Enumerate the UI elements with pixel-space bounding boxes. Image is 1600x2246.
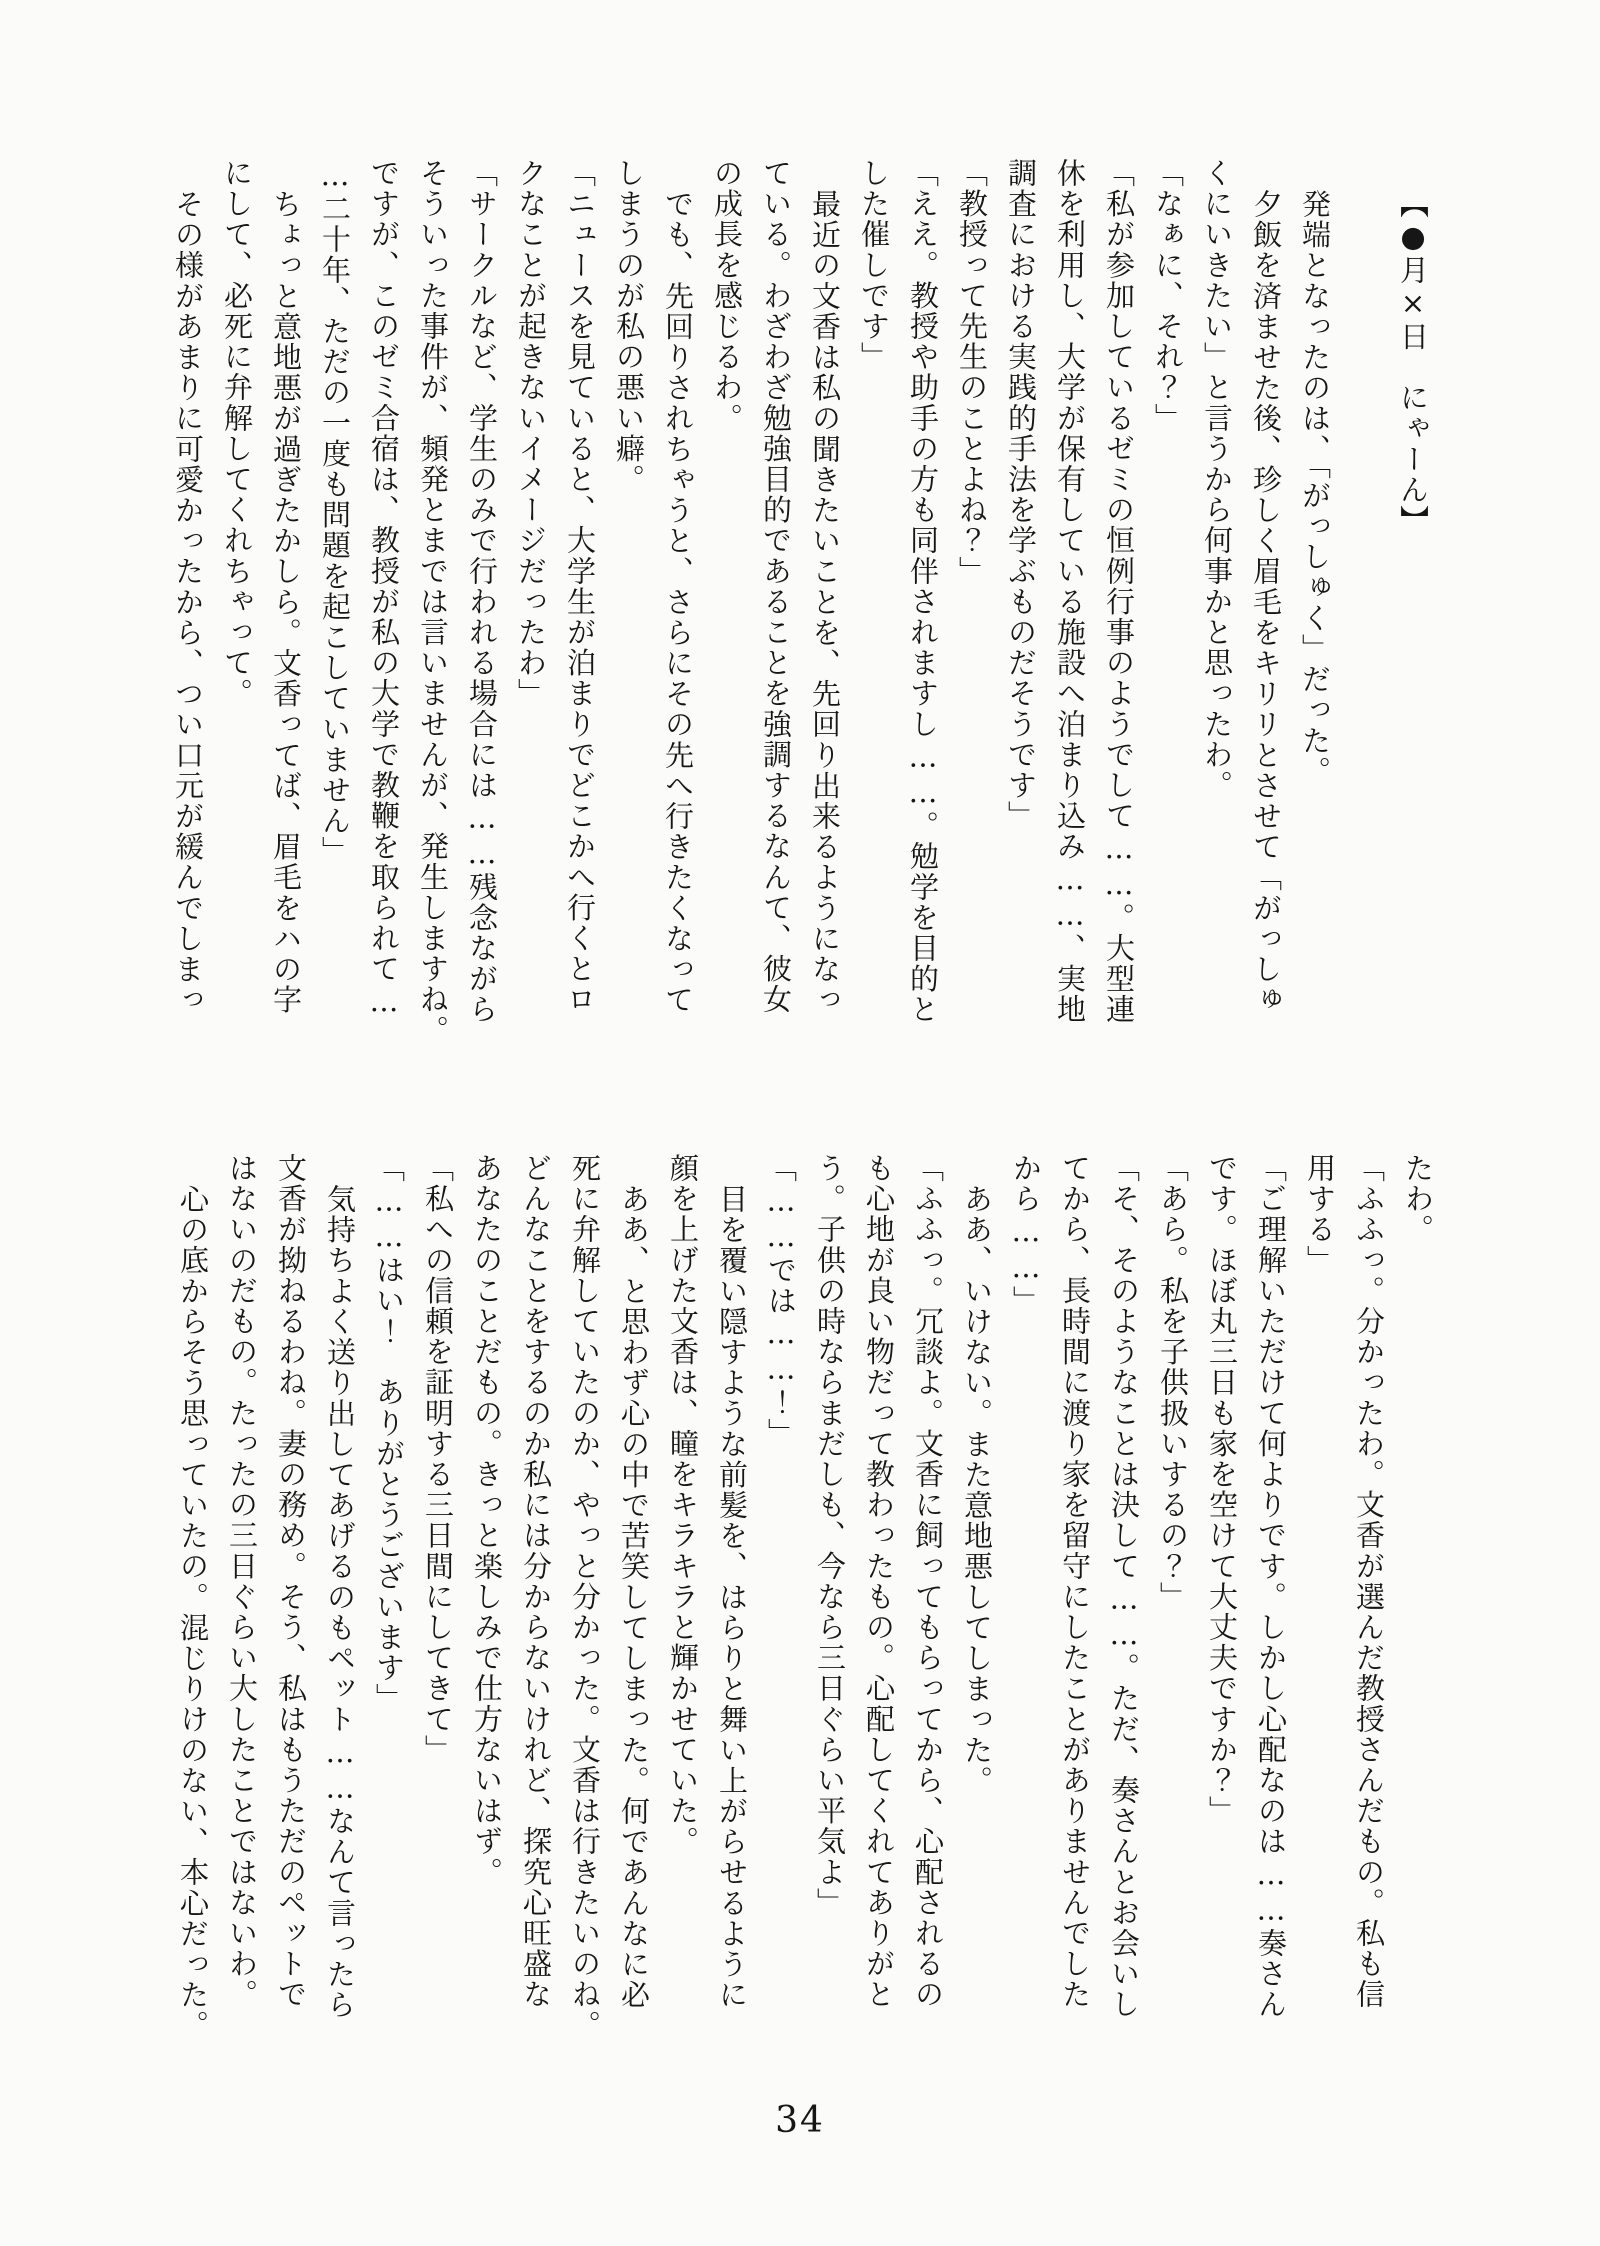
blank-line — [1339, 158, 1388, 1014]
text-line: 「……では……！」 — [764, 1153, 798, 1449]
text-line: 夕飯を済ませた後、珍しく眉毛をキリリとさせて「がっしゅ — [1249, 189, 1283, 1016]
text-line: ちょっと意地悪が過ぎたかしら。文香ってば、眉毛をハの字 — [269, 189, 303, 1016]
text-line: 最近の文香は私の聞きたいことを、先回り出来るようになっ — [808, 189, 842, 1016]
text-line: たわ。 — [1401, 1153, 1435, 1245]
text-line: しまうのが私の悪い癖。 — [612, 158, 646, 495]
text-line: でも、先回りされちゃうと、さらにその先へ行きたくなって — [661, 189, 695, 1016]
entry-title: 【●月×日 にゃーん】 — [1396, 189, 1430, 536]
text-line: くにいきたい」と言うから何事かと思ったわ。 — [1200, 158, 1234, 801]
text-line: 文香が拗ねるわね。妻の務め。そう、私はもうただのペットで — [274, 1153, 308, 2010]
page-number: 34 — [775, 2100, 825, 2141]
text-line: 「あら。私を子供扱いするの？」 — [1156, 1153, 1190, 1612]
text-line: です。ほぼ丸三日も家を空けて大丈夫ですか？」 — [1205, 1153, 1239, 1827]
text-line: そういった事件が、頻発とまでは言いませんが、発生しますね。 — [416, 158, 450, 1046]
text-line: 発端となったのは、「がっしゅく」だった。 — [1298, 189, 1332, 787]
text-line: 「私への信頼を証明する三日間にしてきて」 — [421, 1153, 455, 1765]
text-line: ああ、いけない。また意地悪してしまった。 — [960, 1184, 994, 1796]
text-line: 用する」 — [1303, 1153, 1337, 1276]
text-line: の成長を感じるわ。 — [710, 158, 744, 434]
text-line: クなことが起きないイメージだったわ」 — [514, 158, 548, 709]
text-line: から……」 — [1009, 1153, 1043, 1316]
text-line: ですが、このゼミ合宿は、教授が私の大学で教鞭を取られて… — [367, 158, 401, 1020]
text-line: 顔を上げた文香は、瞳をキラキラと輝かせていた。 — [666, 1153, 700, 1857]
text-line: 調査における実践的手法を学ぶものだそうです」 — [1004, 158, 1038, 832]
text-line: 気持ちよく送り出してあげるのもペット……なんて言ったら — [323, 1184, 357, 2021]
text-line: 目を覆い隠すような前髪を、はらりと舞い上がらせるように — [715, 1184, 749, 2011]
text-line: ている。わざわざ勉強目的であることを強調するなんて、彼女 — [759, 158, 793, 1015]
text-line: あなたのことだもの。きっと楽しみで仕方ないはず。 — [470, 1153, 504, 1888]
text-line: も心地が良い物だって教わったもの。心配してくれてありがと — [862, 1153, 896, 2010]
journal-text-block-bottom — [168, 1153, 1442, 2041]
journal-text-block-top — [163, 158, 1437, 1046]
text-line: 「なぁに、それ？」 — [1151, 158, 1185, 434]
text-line: ああ、と思わず心の中で苦笑してしまった。何であんなに必 — [617, 1184, 651, 2011]
text-line: う。子供の時ならまだしも、今なら三日ぐらい平気よ」 — [813, 1153, 847, 1918]
text-line: した催しです」 — [857, 158, 891, 373]
text-line: 「ええ。教授や助手の方も同伴されますし……。勉学を目的と — [906, 158, 940, 1025]
text-line: にして、必死に弁解してくれちゃって。 — [220, 158, 254, 709]
text-line: はないのだもの。たったの三日ぐらい大したことではないわ。 — [225, 1153, 259, 2010]
text-line: 「私が参加しているゼミの恒例行事のようでして……。大型連 — [1102, 158, 1136, 1025]
text-line: 「そ、そのようなことは決して……。ただ、奏さんとお会いし — [1107, 1153, 1141, 2020]
text-line: 「教授って先生のことよね？」 — [955, 158, 989, 587]
text-line: 「ふふっ。分かったわ。文香が選んだ教授さんだもの。私も信 — [1352, 1153, 1386, 2010]
text-line: 心の底からそう思っていたの。混じりけのない、本心だった。 — [176, 1184, 210, 2041]
text-line: 「ふふっ。冗談よ。文香に飼ってもらってから、心配されるの — [911, 1153, 945, 2010]
text-line: 死に弁解していたのか、やっと分かった。文香は行きたいのね。 — [568, 1153, 602, 2041]
text-line: 「……はい！ ありがとうございます」 — [372, 1153, 406, 1714]
text-line: その様があまりに可愛かったから、つい口元が緩んでしまっ — [171, 189, 205, 1016]
text-line: 「ご理解いただけて何よりです。しかし心配なのは……奏さん — [1254, 1153, 1288, 2020]
text-line: …二十年、ただの一度も問題を起こしていません」 — [318, 158, 352, 867]
text-line: 「ニュースを見ていると、大学生が泊まりでどこかへ行くとロ — [563, 158, 597, 1015]
text-line: てから、長時間に渡り家を留守にしたことがありませんでした — [1058, 1153, 1092, 2010]
text-line: 「サークルなど、学生のみで行われる場合には……残念ながら — [465, 158, 499, 1025]
text-line: どんなことをするのか私には分からないけれど、探究心旺盛な — [519, 1153, 553, 2010]
text-line: 休を利用し、大学が保有している施設へ泊まり込み……、実地 — [1053, 158, 1087, 1025]
